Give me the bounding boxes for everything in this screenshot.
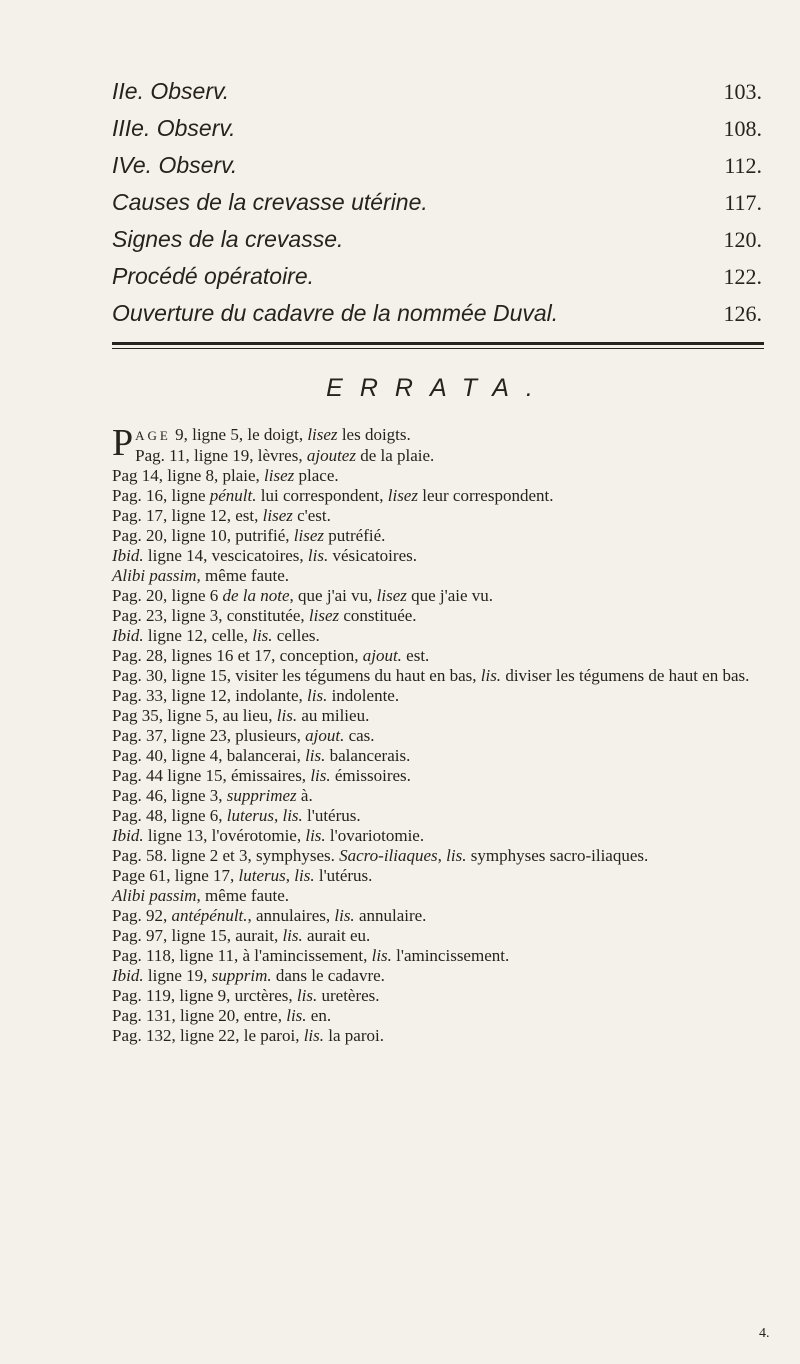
errata-entry: Pag. 17, ligne 12, est, lisez c'est. (112, 506, 331, 525)
toc-page: 103. (723, 79, 762, 104)
toc-title: Ouverture du cadavre de la nommée Duval. (112, 300, 559, 326)
toc-title: IIe. Observ. (112, 78, 230, 104)
errata-entry: Pag. 92, antépénult., annulaires, lis. annulaire. (112, 906, 427, 925)
toc-title: Causes de la crevasse utérine. (112, 189, 428, 215)
divider-rule (112, 348, 764, 349)
signature-mark: 4. (759, 1326, 770, 1341)
errata-entry: Pag. 28, lignes 16 et 17, conception, ajout. est. (112, 646, 430, 665)
errata-entry: Pag. 58. ligne 2 et 3, symphyses. Sacro-iliaques, lis. symphyses sacro-iliaques. (112, 846, 649, 865)
table-of-contents (112, 78, 762, 337)
divider-rule (112, 342, 764, 345)
toc-row (112, 263, 762, 300)
errata-entry: Pag. 40, ligne 4, balancerai, lis. balancerais. (112, 746, 411, 765)
errata-entry: Pag. 33, ligne 12, indolante, lis. indolente. (112, 686, 400, 705)
drop-cap: P (112, 422, 134, 464)
errata-entry: Pag. 119, ligne 9, urctères, lis. uretères. (112, 986, 380, 1005)
errata-list (112, 422, 767, 1046)
errata-entry: Alibi passim, même faute. (112, 566, 290, 585)
toc-row (112, 189, 762, 226)
errata-entry: Ibid. ligne 19, supprim. dans le cadavre. (112, 966, 385, 985)
errata-entry: Pag. 97, ligne 15, aurait, lis. aurait eu. (112, 926, 371, 945)
toc-row (112, 226, 762, 263)
toc-title: Signes de la crevasse. (112, 226, 344, 252)
toc-row (112, 115, 762, 152)
errata-entry: Pag 35, ligne 5, au lieu, lis. au milieu. (112, 706, 370, 725)
toc-page: 117. (724, 190, 762, 215)
errata-entry: Pag. 46, ligne 3, supprimez à. (112, 786, 313, 805)
errata-entry: Ibid. ligne 14, vescicatoires, lis. vésicatoires. (112, 546, 417, 565)
errata-entry: Pag. 131, ligne 20, entre, lis. en. (112, 1006, 332, 1025)
toc-row (112, 152, 762, 189)
errata-entry: Alibi passim, même faute. (112, 886, 290, 905)
errata-entry: Pag. 16, ligne pénult. lui correspondent, lisez leur correspondent. (112, 486, 554, 505)
errata-entry: PAGE 9, ligne 5, le doigt, lisez les doigts. (112, 422, 411, 464)
errata-entry: Pag. 44 ligne 15, émissaires, lis. émissoires. (112, 766, 411, 785)
errata-entry: Pag. 11, ligne 19, lèvres, ajoutez de la plaie. (135, 446, 435, 465)
errata-heading: ERRATA. (326, 374, 550, 402)
errata-entry: Pag. 37, ligne 23, plusieurs, ajout. cas. (112, 726, 375, 745)
toc-page: 108. (723, 116, 762, 141)
errata-entry: Ibid. ligne 12, celle, lis. celles. (112, 626, 320, 645)
toc-page: 120. (723, 227, 762, 252)
toc-page: 126. (723, 301, 762, 326)
errata-entry: Pag. 132, ligne 22, le paroi, lis. la paroi. (112, 1026, 384, 1045)
toc-page: 122. (723, 264, 762, 289)
toc-row (112, 78, 762, 115)
errata-entry: Ibid. ligne 13, l'ovérotomie, lis. l'ovariotomie. (112, 826, 425, 845)
errata-entry: Pag. 118, ligne 11, à l'amincissement, lis. l'amincissement. (112, 946, 510, 965)
errata-entry: Pag 14, ligne 8, plaie, lisez place. (112, 466, 339, 485)
errata-entry: Page 61, ligne 17, luterus, lis. l'utérus. (112, 866, 373, 885)
toc-title: IVe. Observ. (112, 152, 238, 178)
toc-title: Procédé opératoire. (112, 263, 315, 289)
errata-entry: Pag. 23, ligne 3, constitutée, lisez constituée. (112, 606, 417, 625)
toc-page: 112. (724, 153, 762, 178)
errata-entry: Pag. 48, ligne 6, luterus, lis. l'utérus. (112, 806, 361, 825)
toc-title: IIIe. Observ. (112, 115, 236, 141)
toc-row (112, 300, 762, 337)
errata-entry: Pag. 20, ligne 6 de la note, que j'ai vu, lisez que j'aie vu. (112, 586, 494, 605)
errata-entry: Pag. 20, ligne 10, putrifié, lisez putréfié. (112, 526, 386, 545)
errata-entry: Pag. 30, ligne 15, visiter les tégumens du haut en bas, lis. diviser les tégumens de haut en bas. (112, 666, 750, 685)
